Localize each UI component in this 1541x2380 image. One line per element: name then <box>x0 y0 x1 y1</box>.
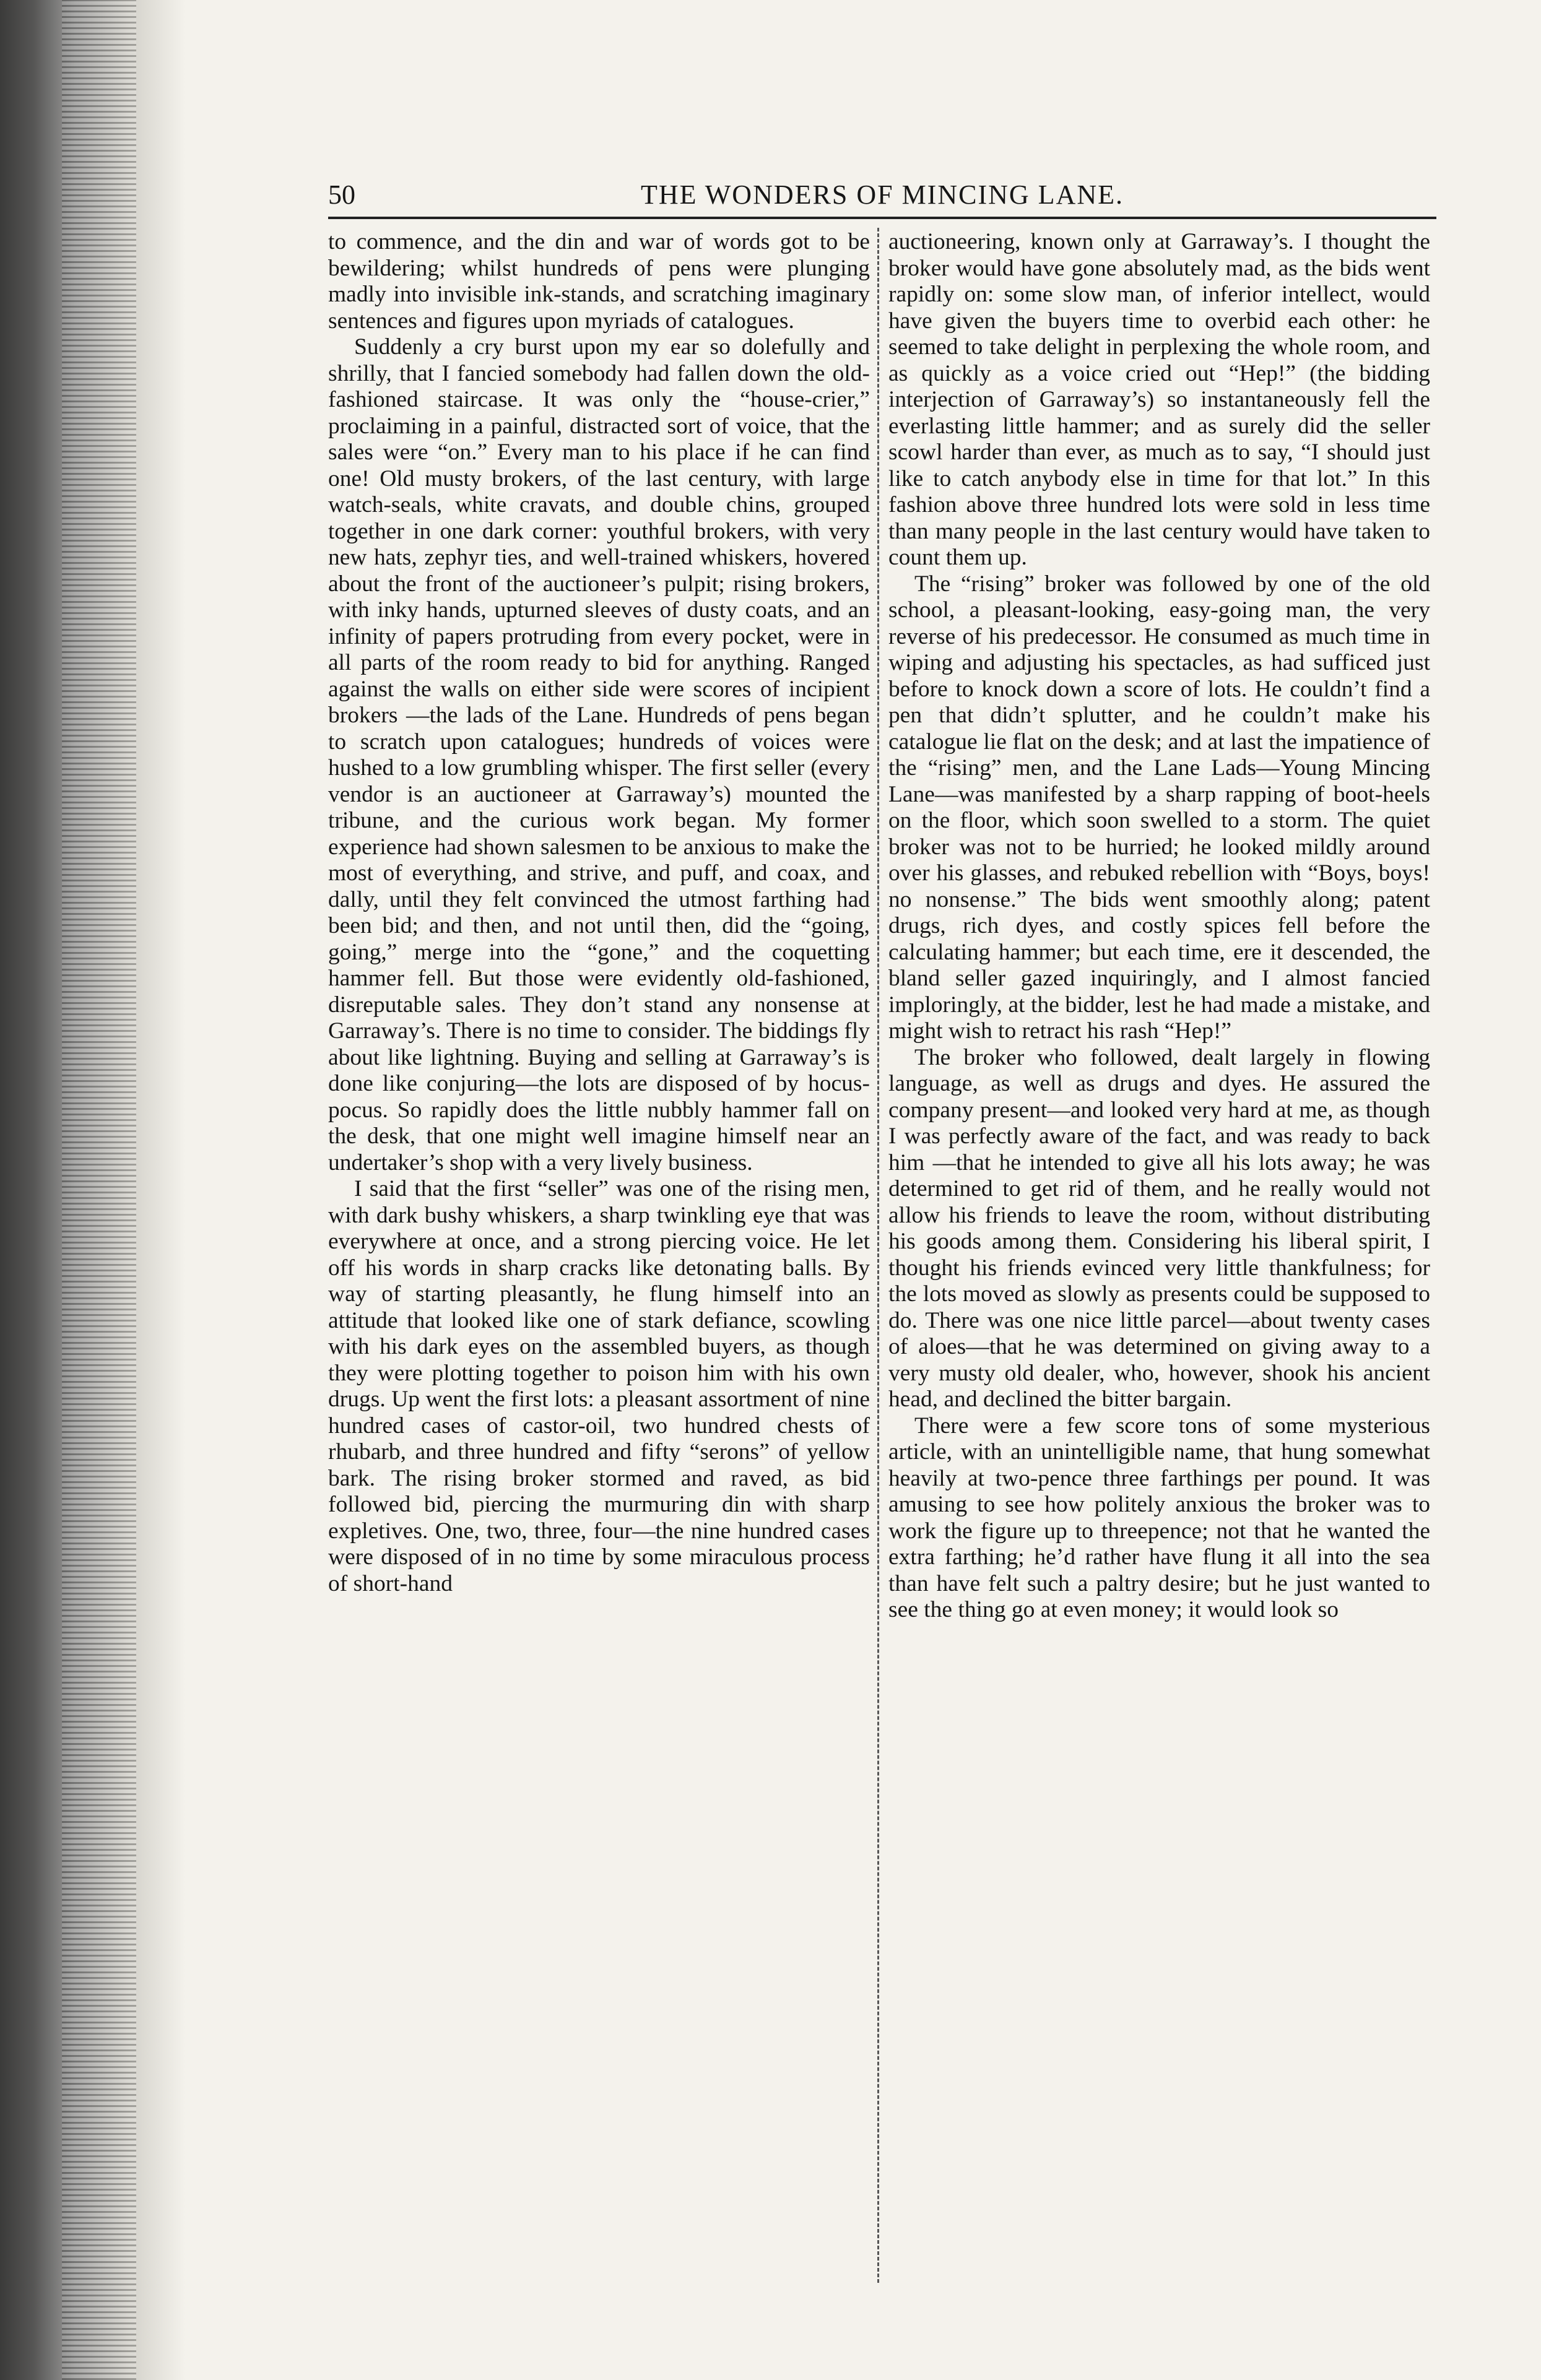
paragraph: Suddenly a cry burst upon my ear so dolefully and shrilly, that I fancied somebody had fallen down the old-fashioned staircase. It was only the “house-crier,” proclaiming in a painful, distracted sort of voice, that the sales were “on.” Every man to his place if he can find one! Old musty brokers, of the last century, with large watch-seals, white cravats, and double chins, grouped together in one dark corner: youthful brokers, with very new hats, zephyr ties, and well-trained whiskers, hovered about the front of the auctioneer’s pulpit; rising brokers, with inky hands, upturned sleeves of dusty coats, and an infinity of papers protruding from every pocket, were in all parts of the room ready to bid for anything. Ranged against the walls on either side were scores of incipient brokers —the lads of the Lane. Hundreds of pens began to scratch upon catalogues; hundreds of voices were hushed to a low grumbling whisper. The first seller (every vendor is an auctioneer at Garraway’s) mounted the tribune, and the curious work began. My former experience had shown salesmen to be anxious to make the most of everything, and strive, and puff, and coax, and dally, until they felt convinced the utmost farthing had been bid; and then, and not until then, did the “going, going,” merge into the “gone,” and the coquetting hammer fell. But those were evidently old-fashioned, disreputable sales. They don’t stand any nonsense at Garraway’s. There is no time to consider. The biddings fly about like lightning. Buying and selling at Garraway’s is done like conjuring—the lots are disposed of by hocus-pocus. So rapidly does the little nubbly hammer fall on the desk, that one might well imagine himself near an undertaker’s shop with a very lively business. <box>328 334 870 1175</box>
running-title: THE WONDERS OF MINCING LANE. <box>641 180 1124 210</box>
paragraph: I said that the first “seller” was one of the rising men, with dark bushy whiskers, a sharp twinkling eye that was everywhere at once, and a strong piercing voice. He let off his words in sharp cracks like detonating balls. By way of starting pleasantly, he flung himself into an attitude that looked like one of stark defiance, scowling with his dark eyes on the assembled buyers, as though they were plotting together to poison him with his own drugs. Up went the first lots: a pleasant assortment of nine hundred cases of castor-oil, two hundred chests of rhubarb, and three hundred and fifty “serons” of yellow bark. The rising broker stormed and raved, as bid followed bid, piercing the murmuring din with sharp expletives. One, two, three, four—the nine hundred cases were disposed of in no time by some miraculous process of short-hand <box>328 1176 870 1596</box>
page-header <box>328 176 1436 214</box>
binding-texture <box>62 0 136 2380</box>
paragraph: The broker who followed, dealt largely in flowing language, as well as drugs and dyes. He assured the company present—and looked very hard at me, as though I was perfectly aware of the fact, and was ready to back him —that he intended to give all his lots away; he was determined to get rid of them, and he really would not allow his friends to leave the room, without distributing his goods among them. Considering his liberal spirit, I thought his friends evinced very little thankfulness; for the lots moved as slowly as presents could be supposed to do. There was one nice little parcel—about twenty cases of aloes—that he was determined on giving away to a very musty old dealer, who, however, shook his ancient head, and declined the bitter bargain. <box>888 1044 1430 1412</box>
left-column <box>328 229 870 2290</box>
paragraph: The “rising” broker was followed by one of the old school, a pleasant-looking, easy-going man, the very reverse of his predecessor. He consumed as much time in wiping and adjusting his spectacles, as had sufficed just before to knock down a score of lots. He couldn’t find a pen that didn’t splutter, and he couldn’t make his catalogue lie flat on the desk; and at last the impatience of the “rising” men, and the Lane Lads—Young Mincing Lane—was manifested by a sharp rapping of boot-heels on the floor, which soon swelled to a storm. The quiet broker was not to be hurried; he looked mildly around over his glasses, and rebuked rebellion with “Boys, boys! no nonsense.” The bids went smoothly along; patent drugs, rich dyes, and costly spices fell before the calculating hammer; but each time, ere it descended, the bland seller gazed inquiringly, and I almost fancied imploringly, at the bidder, lest he had made a mistake, and might wish to retract his rash “Hep!” <box>888 571 1430 1044</box>
header-rule <box>328 217 1436 219</box>
paragraph: There were a few score tons of some mysterious article, with an unintelligible name, that hung somewhat heavily at two-pence three farthings per pound. It was amusing to see how politely anxious the broker was to work the figure up to threepence; not that he wanted the extra farthing; he’d rather have flung it all into the sea than have felt such a paltry desire; but he just wanted to see the thing go at even money; it would look so <box>888 1413 1430 1622</box>
right-column <box>888 229 1430 2290</box>
column-divider <box>877 228 879 2283</box>
page-number: 50 <box>328 180 355 210</box>
paragraph: auctioneering, known only at Garraway’s. I thought the broker would have gone absolutely mad, as the bids went rapidly on: some slow man, of inferior intellect, would have given the buyers time to overbid each other: he seemed to take delight in perplexing the whole room, and as quickly as a voice cried out “Hep!” (the bidding interjection of Garraway’s) so instantaneously fell the everlasting little hammer; and as surely did the seller scowl harder than ever, as much as to say, “I should just like to catch anybody else in time for that lot.” In this fashion above three hundred lots were sold in less time than many people in the last century would have taken to count them up. <box>888 229 1430 570</box>
paragraph: to commence, and the din and war of words got to be bewildering; whilst hundreds of pens were plunging madly into invisible ink-stands, and scratching imaginary sentences and figures upon myriads of catalogues. <box>328 229 870 334</box>
